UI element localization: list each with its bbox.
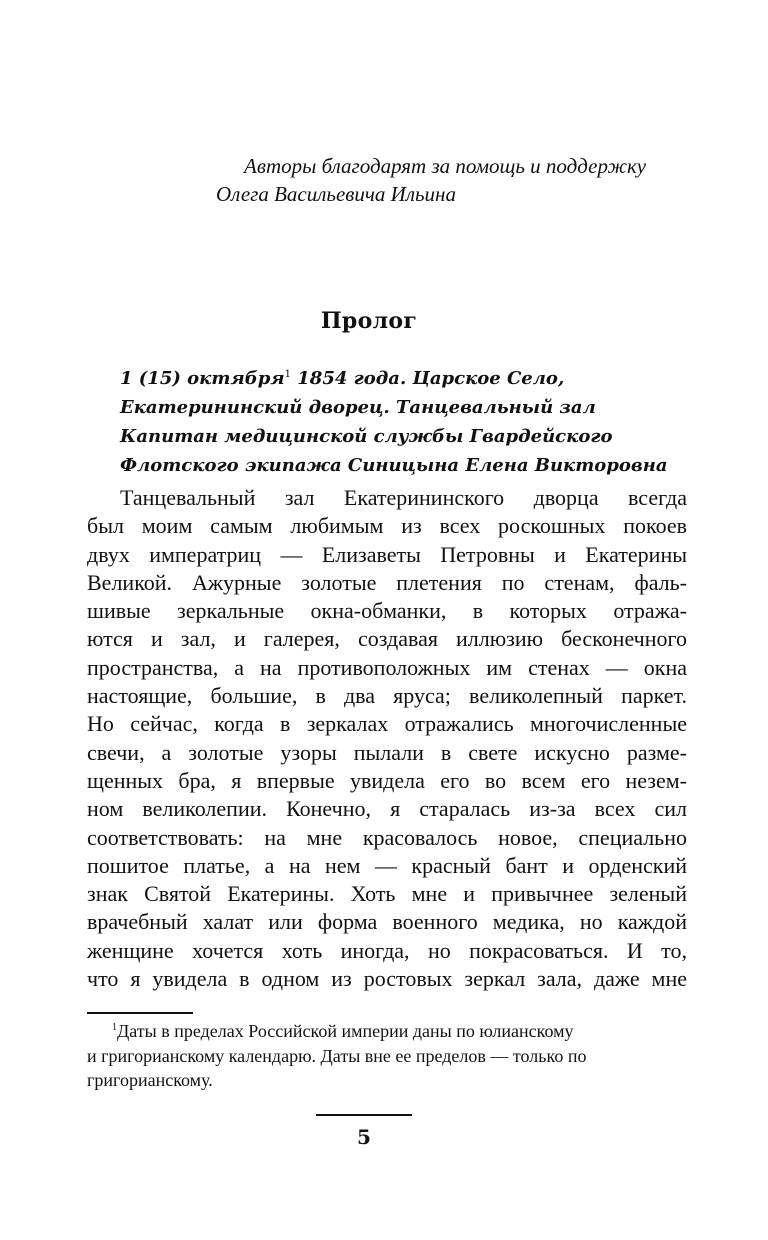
page-number: 5: [357, 1125, 371, 1149]
body-line: что я увидела в одном из ростовых зеркал зала, даже мне: [87, 966, 687, 992]
body-line: ном великолепии. Конечно, я старалась из-за всех сил: [87, 796, 687, 822]
page-number-rule: [316, 1114, 412, 1116]
subheading-line-3: Капитан медицинской службы Гвардейского: [120, 426, 613, 447]
dedication-line-1: Авторы благодарят за помощь и поддержку: [244, 154, 647, 178]
body-line: Но сейчас, когда в зеркалах отражались многочисленные: [87, 711, 687, 737]
body-paragraph: [87, 484, 687, 993]
body-line: двух императриц — Елизаветы Петровны и Екатерины: [87, 541, 687, 567]
footnote: [87, 1019, 687, 1093]
body-line: был моим самым любимым из всех роскошных покоев: [87, 513, 687, 539]
body-line: женщине хочется хоть иногда, но покрасоваться. И то,: [87, 937, 687, 963]
subheading-line-2: Екатерининский дворец. Танцевальный зал: [120, 397, 596, 418]
body-line: ются и зал, и галерея, создавая иллюзию бесконечного: [87, 626, 687, 652]
chapter-title: Пролог: [320, 308, 418, 334]
dedication: [200, 152, 680, 208]
body-line: пространства, а на противоположных им стенах — окна: [87, 654, 687, 680]
footnote-marker: 1: [112, 1022, 117, 1033]
body-line: Великой. Ажурные золотые плетения по стенам, фаль-: [87, 569, 687, 595]
body-line: пошитое платье, а на нем — красный бант и орденский: [87, 852, 687, 878]
body-line: настоящие, большие, в два яруса; великолепный паркет.: [87, 683, 687, 709]
footnote-reference: 1: [284, 369, 291, 380]
footnote-line-3: григорианскому.: [87, 1070, 213, 1090]
footnote-line-2: и григорианскому календарю. Даты вне ее пределов — только по: [87, 1045, 587, 1066]
subheading-place: 1854 года. Царское Село,: [291, 368, 565, 389]
body-line: свечи, а золотые узоры пылали в свете искусно разме-: [87, 739, 687, 765]
footnote-line-1: [87, 1019, 687, 1044]
body-line: врачебный халат или форма военного медика, но каждой: [87, 909, 687, 935]
subheading-line-1: [120, 364, 660, 393]
body-line: соответствовать: на мне красовалось новое, специально: [87, 824, 687, 850]
subheading-line-4: Флотского экипажа Синицына Елена Викторовна: [120, 455, 668, 476]
body-line: Танцевальный зал Екатерининского дворца всегда: [120, 485, 687, 510]
chapter-subheading: [120, 364, 668, 480]
body-line: щенных бра, я впервые увидела его во всем его незем-: [87, 767, 687, 793]
footnote-divider: [87, 1012, 193, 1014]
footnote-text-1: Даты в пределах Российской империи даны по юлианскому: [117, 1021, 574, 1041]
dedication-line-2: Олега Васильевича Ильина: [216, 182, 456, 206]
body-line: шивые зеркальные окна-обманки, в которых отража-: [87, 598, 687, 624]
body-line: знак Святой Екатерины. Хоть мне и привычнее зеленый: [87, 881, 687, 907]
subheading-date: 1 (15) октября: [120, 368, 285, 389]
